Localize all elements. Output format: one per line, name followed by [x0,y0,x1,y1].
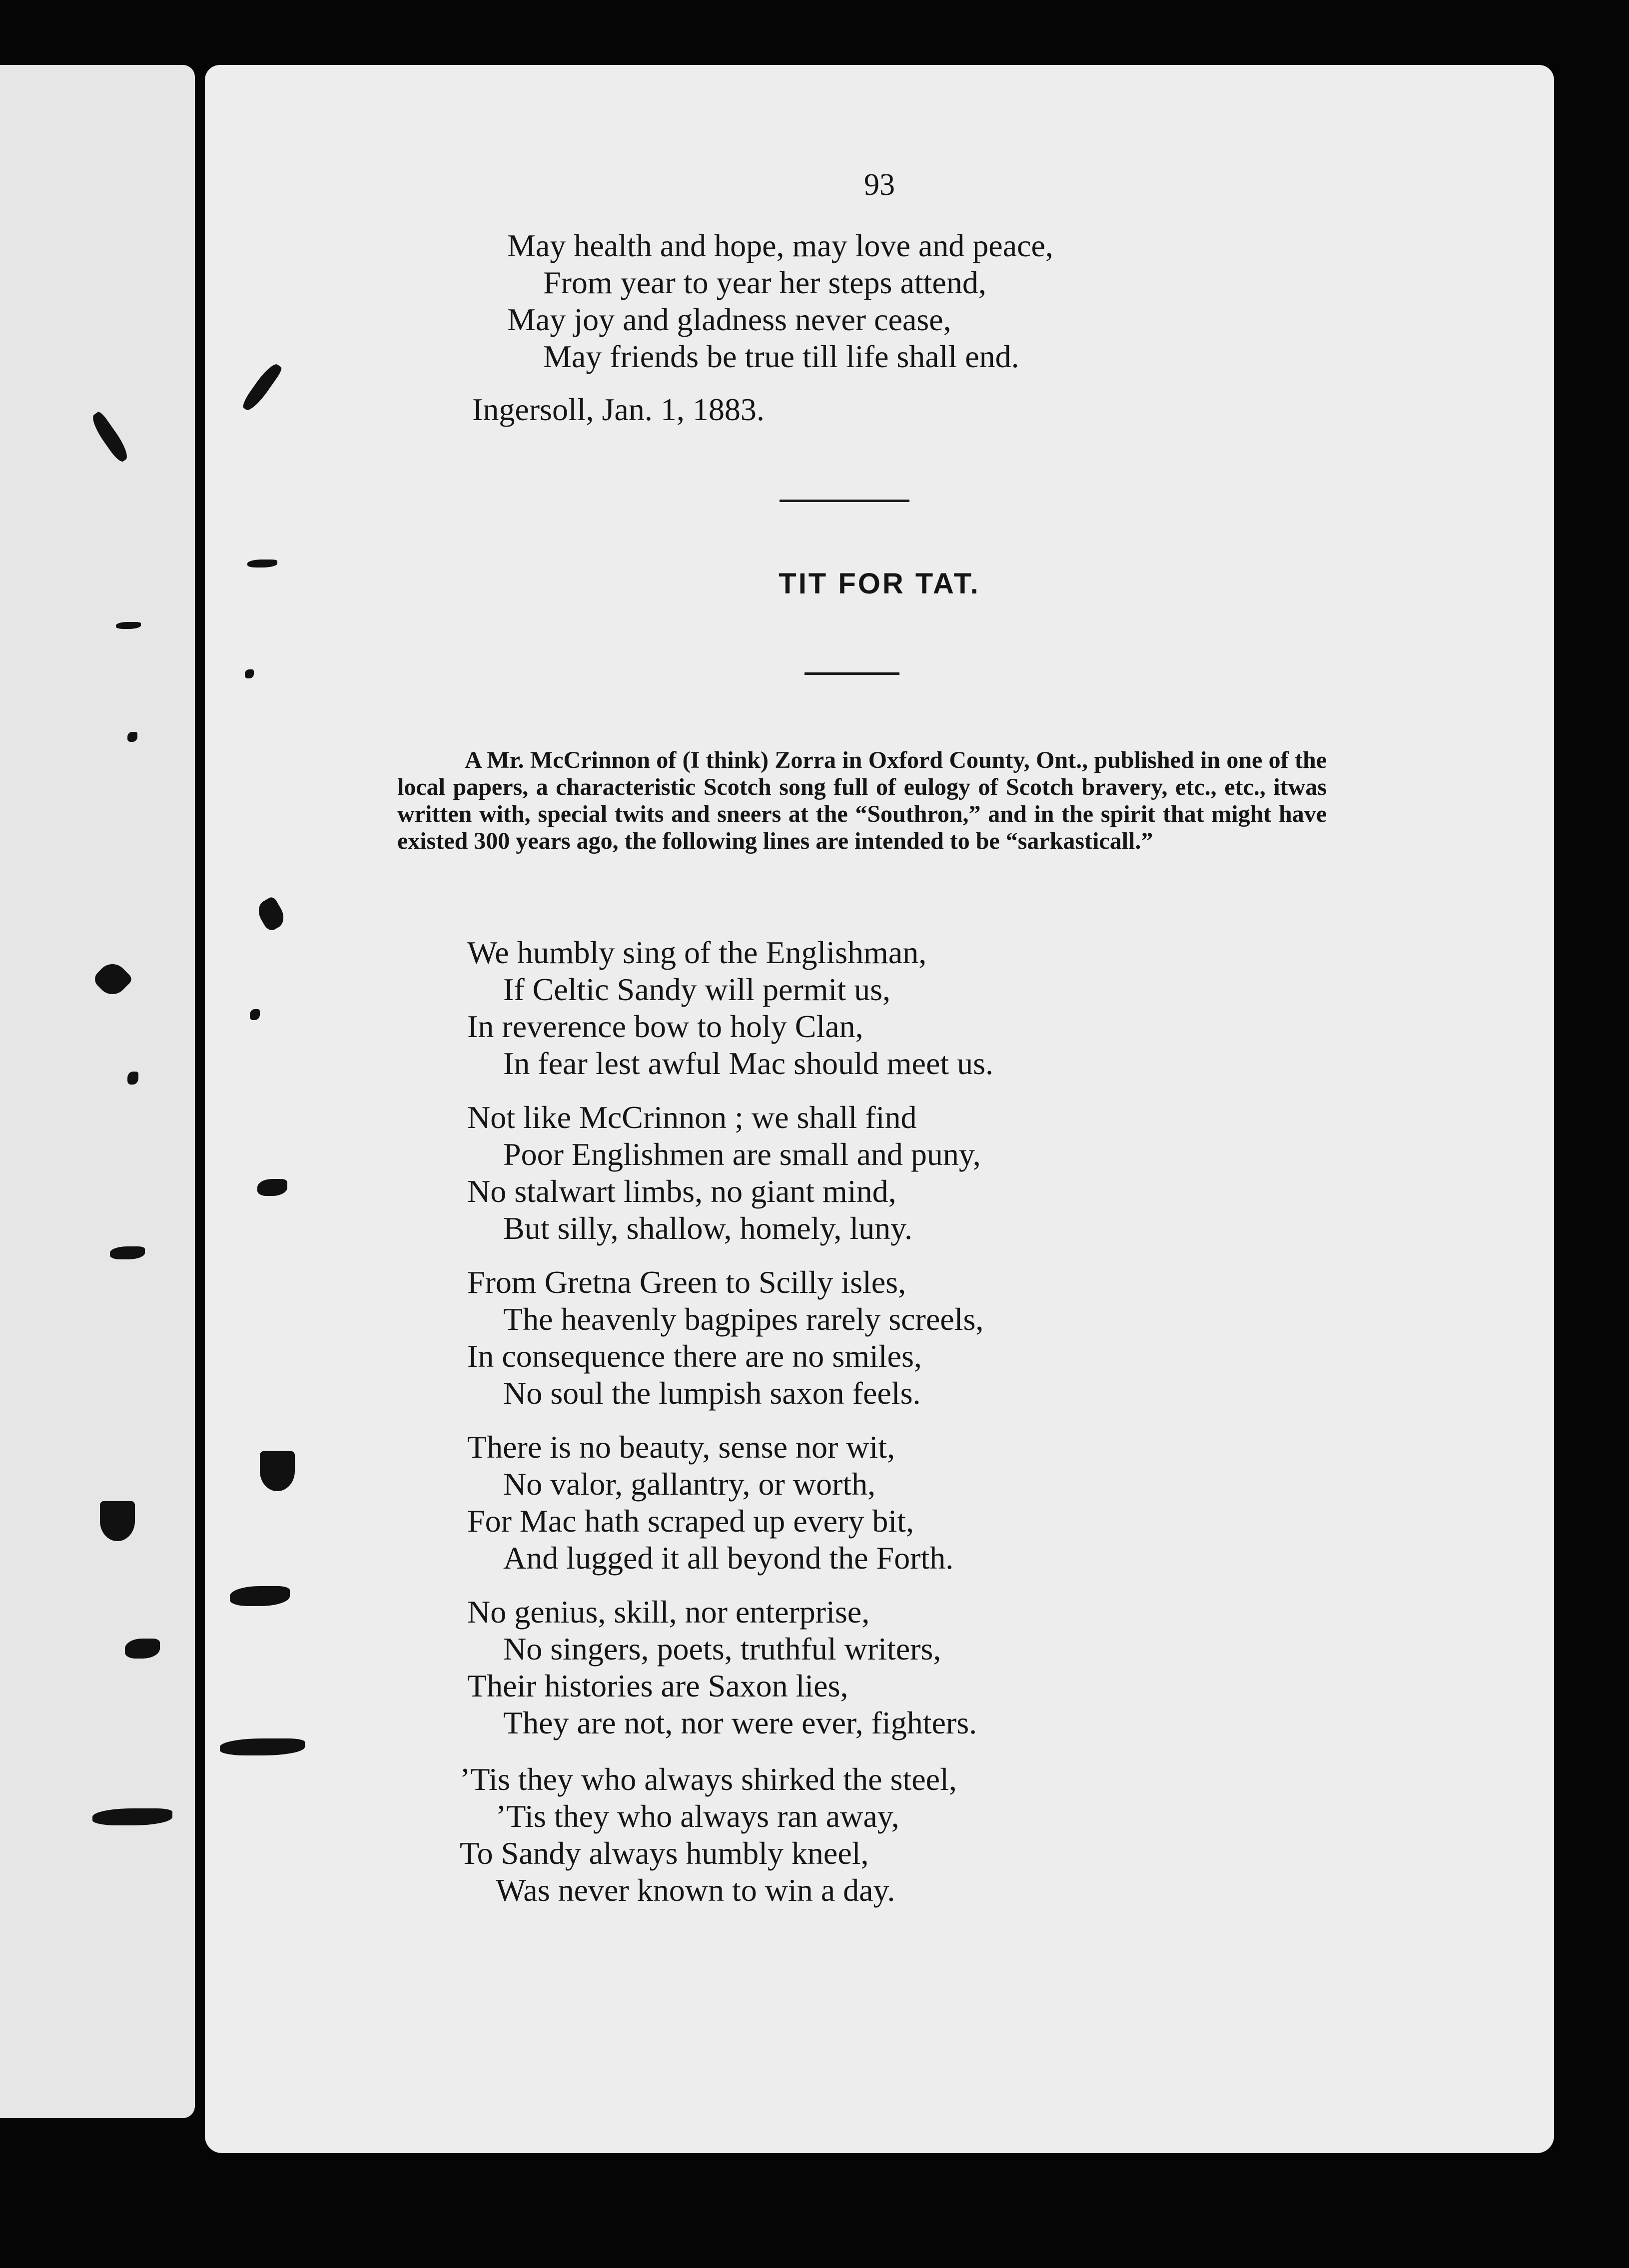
verse-line: Poor Englishmen are small and puny, [503,1136,981,1172]
binding-hole [91,958,134,1001]
verse-line: But silly, shallow, homely, luny. [503,1210,912,1246]
binding-hole [250,1009,260,1020]
stanza [467,1264,983,1412]
verse-line: The heavenly bagpipes rarely screels, [503,1301,984,1337]
binding-hole [257,1179,287,1196]
verse-line: In fear lest awful Mac should meet us. [503,1046,994,1081]
book-page [205,65,1554,2153]
stanza [467,1099,981,1247]
binding-hole [116,622,141,629]
verse-line: They are not, nor were ever, fighters. [503,1705,977,1740]
verse-line: From year to year her steps attend, [543,265,986,300]
verse-line: No soul the lumpish saxon feels. [503,1375,921,1411]
binding-hole [247,560,277,567]
binding-hole [127,1072,138,1085]
binding-hole [125,1639,160,1659]
binding-hole [230,1586,290,1606]
verse-line: Their histories are Saxon lies, [467,1668,848,1703]
verse-line: No stalwart limbs, no giant mind, [467,1173,896,1209]
verse-line: To Sandy always humbly kneel, [460,1835,869,1871]
poem-title: TIT FOR TAT. [779,567,980,600]
verse-line: May health and hope, may love and peace, [507,228,1053,263]
verse-line: Was never known to win a day. [496,1872,895,1908]
intro-note: A Mr. McCrinnon of (I think) Zorra in Oxford County, Ont., published in one of the local papers, a characteristic Scotch song full of eulogy of Scotch bravery, etc., etc., itwas written with, special twits and sneers at the “Southron,” and in the spirit that might have existed 300 years ago, the following lines are intended to be “sarkasticall.” [397,747,1327,854]
binding-hole [92,1808,172,1825]
binding-hole [100,1501,135,1541]
verse-line: No genius, skill, nor enterprise, [467,1594,870,1630]
verse-line: In consequence there are no smiles, [467,1338,922,1374]
binding-hole [245,669,254,678]
stanza [460,1761,957,1909]
binding-hole [127,732,137,742]
stanza [467,1429,953,1577]
page-number: 93 [864,168,895,202]
binding-hole [220,1738,305,1755]
closing-stanza [507,227,1053,375]
binding-hole [240,361,283,414]
dateline: Ingersoll, Jan. 1, 1883. [472,392,765,427]
binding-hole [88,410,132,464]
verse-line: From Gretna Green to Scilly isles, [467,1264,906,1300]
verse-line: If Celtic Sandy will permit us, [503,972,890,1007]
section-divider [780,500,909,502]
binding-hole [260,1451,295,1491]
verse-line: May joy and gladness never cease, [507,302,951,337]
binding-hole [254,896,288,933]
verse-line: In reverence bow to holy Clan, [467,1009,863,1044]
stanza [467,1594,977,1741]
verse-line: ’Tis they who always ran away, [496,1798,899,1834]
stanza [467,934,993,1082]
verse-line: No valor, gallantry, or worth, [503,1466,876,1502]
verse-line: Not like McCrinnon ; we shall find [467,1100,917,1135]
facing-page-edge [0,65,195,2118]
verse-line: We humbly sing of the Englishman, [467,935,927,970]
binding-hole [110,1246,145,1259]
verse-line: No singers, poets, truthful writers, [503,1631,941,1667]
verse-line: ’Tis they who always shirked the steel, [460,1761,957,1797]
verse-line: And lugged it all beyond the Forth. [503,1540,954,1576]
verse-line: For Mac hath scraped up every bit, [467,1503,914,1539]
title-underline [805,672,899,675]
verse-line: There is no beauty, sense nor wit, [467,1429,895,1465]
verse-line: May friends be true till life shall end. [543,339,1019,374]
